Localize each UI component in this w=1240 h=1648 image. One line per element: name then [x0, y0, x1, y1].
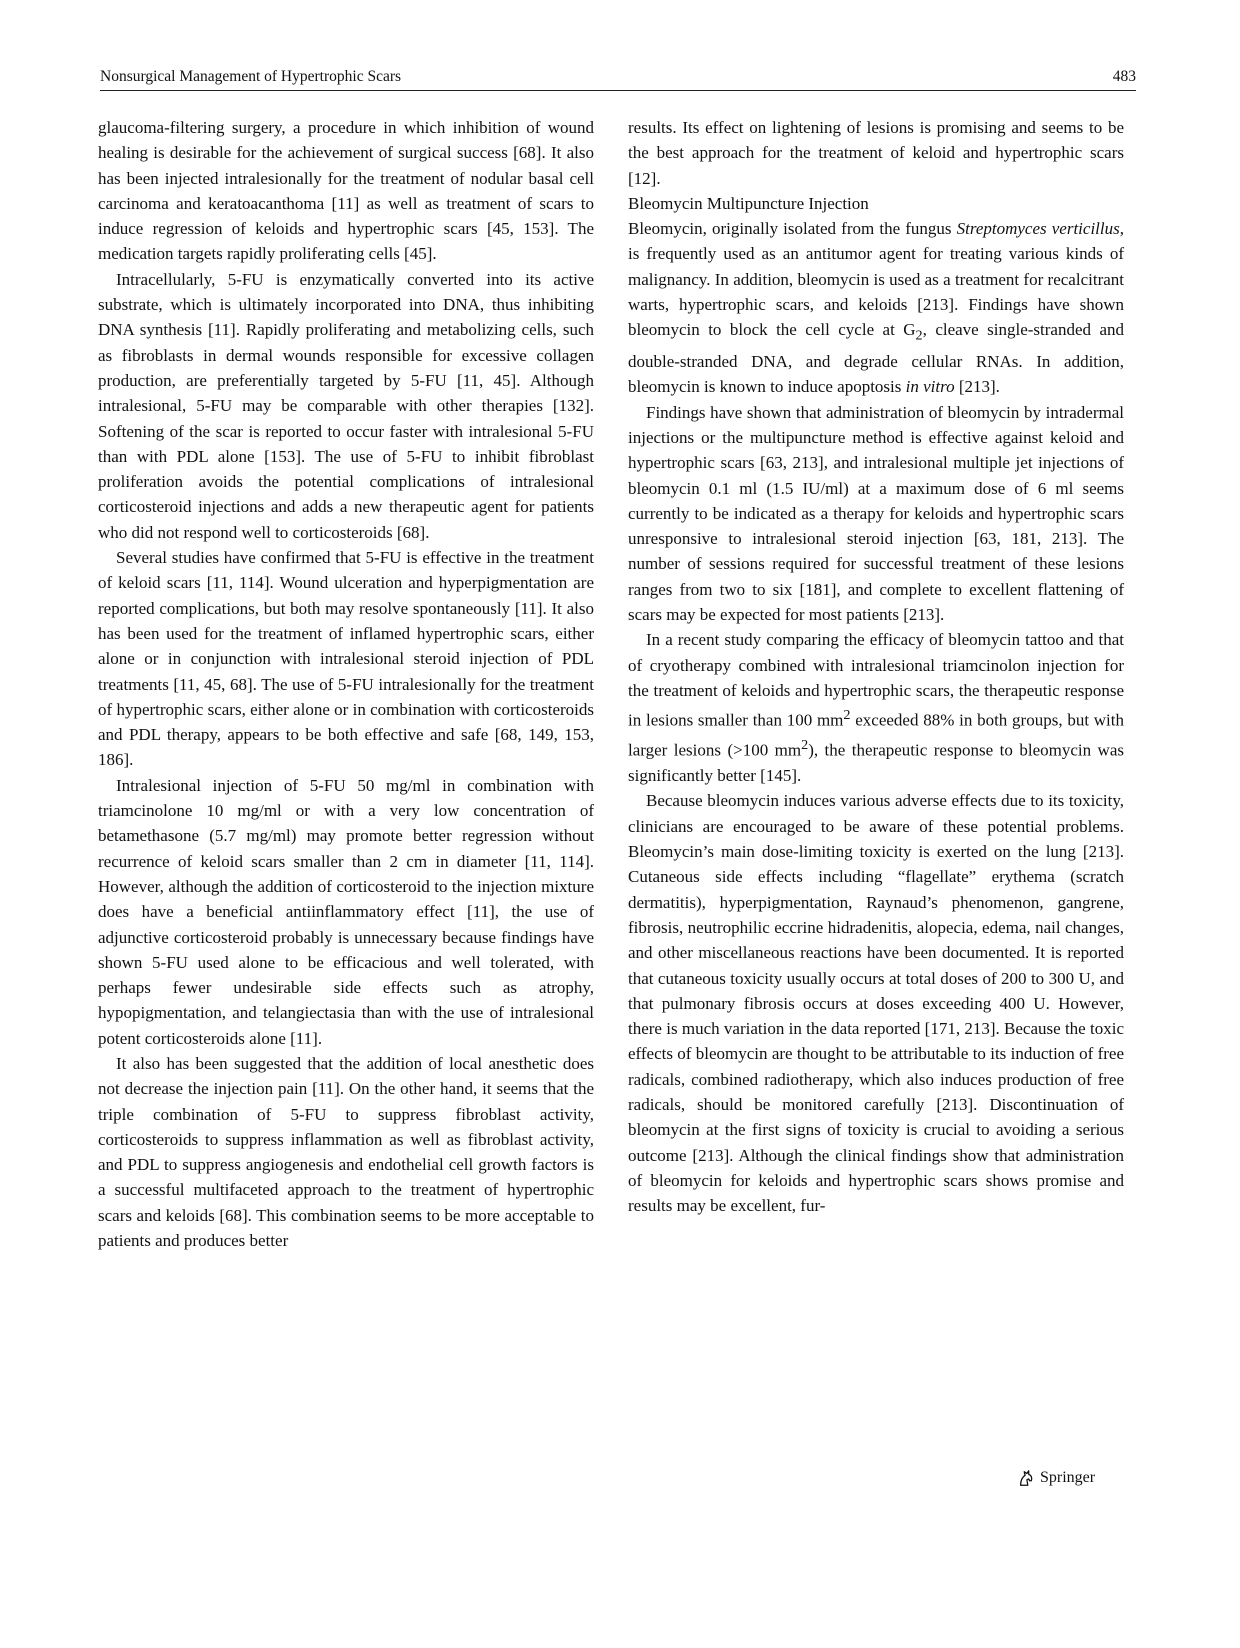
subscript: 2 — [915, 327, 923, 344]
superscript: 2 — [801, 737, 809, 754]
text-run: Bleomycin, originally isolated from the fungus — [628, 219, 957, 239]
left-column — [98, 115, 594, 1253]
paragraph: glaucoma-filtering surgery, a procedure in which inhibition of wound healing is desirable for the achievement of surgical success [68]. It also has been injected intralesionally for the treatment of nodular basal cell carcinoma and keratoacanthoma [11] as well as treatment of scars to induce regression of keloids and hypertrophic scars [45, 153]. The medication targets rapidly proliferating cells [45]. — [98, 118, 594, 264]
publisher-logo — [1017, 1469, 1095, 1487]
text-run: [213]. — [954, 377, 1000, 397]
superscript: 2 — [843, 707, 851, 724]
text-run: In a recent study comparing the efficacy of bleomycin tattoo and that of cryotherapy combined with intralesional triamcinolon injection for the treatment of keloids and hypertrophic scars, the therapeutic response in lesions smaller than 100 mm — [628, 630, 1124, 730]
paragraph — [628, 627, 1124, 788]
publisher-name: Springer — [1040, 1469, 1096, 1486]
springer-horse-icon — [1017, 1469, 1035, 1487]
running-title: Nonsurgical Management of Hypertrophic Scars — [100, 68, 402, 85]
right-column — [628, 115, 1124, 1218]
running-header — [100, 66, 1136, 91]
paragraph: Findings have shown that administration of bleomycin by intradermal injections or the multipuncture method is effective against keloid and hypertrophic scars [63, 213], and intralesional multiple jet injections of bleomycin 0.1 ml (1.5 IU/ml) at a maximum dose of 6 ml seems currently to be indicated as a therapy for keloids and hypertrophic scars unresponsive to intralesional steroid injection [63, 181, 213]. The number of sessions required for successful treatment of these lesions ranges from two to six [181], and complete to excellent flattening of scars may be expected for most patients [213]. — [628, 402, 1124, 625]
text-run: exceeded 88% in both groups, but with larger lesions (>100 mm — [628, 710, 1125, 760]
paragraph — [628, 216, 1124, 399]
section-heading: Bleomycin Multipuncture Injection — [628, 193, 869, 213]
text-run: , is frequently used as an antitumor agent for treating various kinds of malignancy. In addition, bleomycin is used as a treatment for recalcitrant warts, hypertrophic scars, and keloids [213]. Findings have shown bleomycin to block the cell cycle at G — [628, 219, 1124, 340]
species-name: Streptomyces verticillus — [956, 219, 1120, 239]
page-number: 483 — [1112, 68, 1136, 85]
paragraph: Intracellularly, 5-FU is enzymatically converted into its active substrate, which is ultimately incorporated into DNA, thus inhibiting DNA synthesis [11]. Rapidly proliferating and metabolizing cells, such as fibroblasts in dermal wounds responsible for excessive collagen production, are preferentially targeted by 5-FU [11, 45]. Although intralesional, 5-FU may be comparable with other therapies [132]. Softening of the scar is reported to occur faster with intralesional 5-FU than with PDL alone [153]. The use of 5-FU to inhibit fibroblast proliferation avoids the potential complications of intralesional corticosteroid injections and adds a new therapeutic agent for patients who did not respond well to corticosteroids [68]. — [98, 269, 594, 542]
paragraph: Intralesional injection of 5-FU 50 mg/ml in combination with triamcinolone 10 mg/ml or with a very low concentration of betamethasone (5.7 mg/ml) may promote better regression without recurrence of keloid scars smaller than 2 cm in diameter [11, 114]. However, although the addition of corticosteroid to the injection mixture does have a beneficial antiinflammatory effect [11], the use of adjunctive corticosteroid probably is unnecessary because findings have shown 5-FU used alone to be efficacious and well tolerated, with perhaps fewer undesirable side effects such as atrophy, hypopigmentation, and telangiectasia than with the use of intralesional potent corticosteroids alone [11]. — [98, 775, 594, 1048]
text-run: ), the therapeutic response to bleomycin was significantly better [145]. — [628, 740, 1124, 786]
paragraph: Because bleomycin induces various adverse effects due to its toxicity, clinicians are encouraged to be aware of these potential problems. Bleomycin’s main dose-limiting toxicity is exerted on the lung [213]. Cutaneous side effects including “flagellate” erythema (scratch dermatitis), hyperpigmentation, Raynaud’s phenomenon, gangrene, fibrosis, neutrophilic eccrine hidradenitis, alopecia, edema, nail changes, and other miscellaneous reactions have been documented. It is reported that cutaneous toxicity usually occurs at total doses of 200 to 300 U, and that pulmonary fibrosis occurs at doses exceeding 400 U. However, there is much variation in the data reported [171, 213]. Because the toxic effects of bleomycin are thought to be attributable to its induction of free radicals, combined radiotherapy, which also induces production of free radicals, should be monitored carefully [213]. Discontinuation of bleomycin at the first signs of toxicity is crucial to avoiding a serious outcome [213]. Although the clinical findings show that administration of bleomycin for keloids and hypertrophic scars shows promise and results may be excellent, fur- — [628, 791, 1124, 1216]
paragraph: It also has been suggested that the addition of local anesthetic does not decrease the injection pain [11]. On the other hand, it seems that the triple combination of 5-FU to suppress fibroblast activity, corticosteroids to suppress inflammation as well as fibroblast activity, and PDL to suppress angiogenesis and endothelial cell growth factors is a successful multifaceted approach to the treatment of hypertrophic scars and keloids [68]. This combination seems to be more acceptable to patients and produces better — [98, 1053, 594, 1251]
in-vitro-term: in vitro — [905, 377, 955, 397]
text-run: , cleave single-stranded and double-stranded DNA, and degrade cellular RNAs. In addition, bleomycin is known to induce apoptosis — [628, 320, 1125, 397]
paragraph: results. Its effect on lightening of lesions is promising and seems to be the best approach for the treatment of keloid and hypertrophic scars [12]. — [628, 118, 1124, 188]
paragraph: Several studies have confirmed that 5-FU is effective in the treatment of keloid scars [11, 114]. Wound ulceration and hyperpigmentation are reported complications, but both may resolve spontaneously [11]. It also has been used for the treatment of inflamed hypertrophic scars, either alone or in conjunction with intralesional steroid injection of PDL treatments [11, 45, 68]. The use of 5-FU intralesionally for the treatment of hypertrophic scars, either alone or in combination with corticosteroids and PDL therapy, appears to be both effective and safe [68, 149, 153, 186]. — [98, 548, 594, 770]
